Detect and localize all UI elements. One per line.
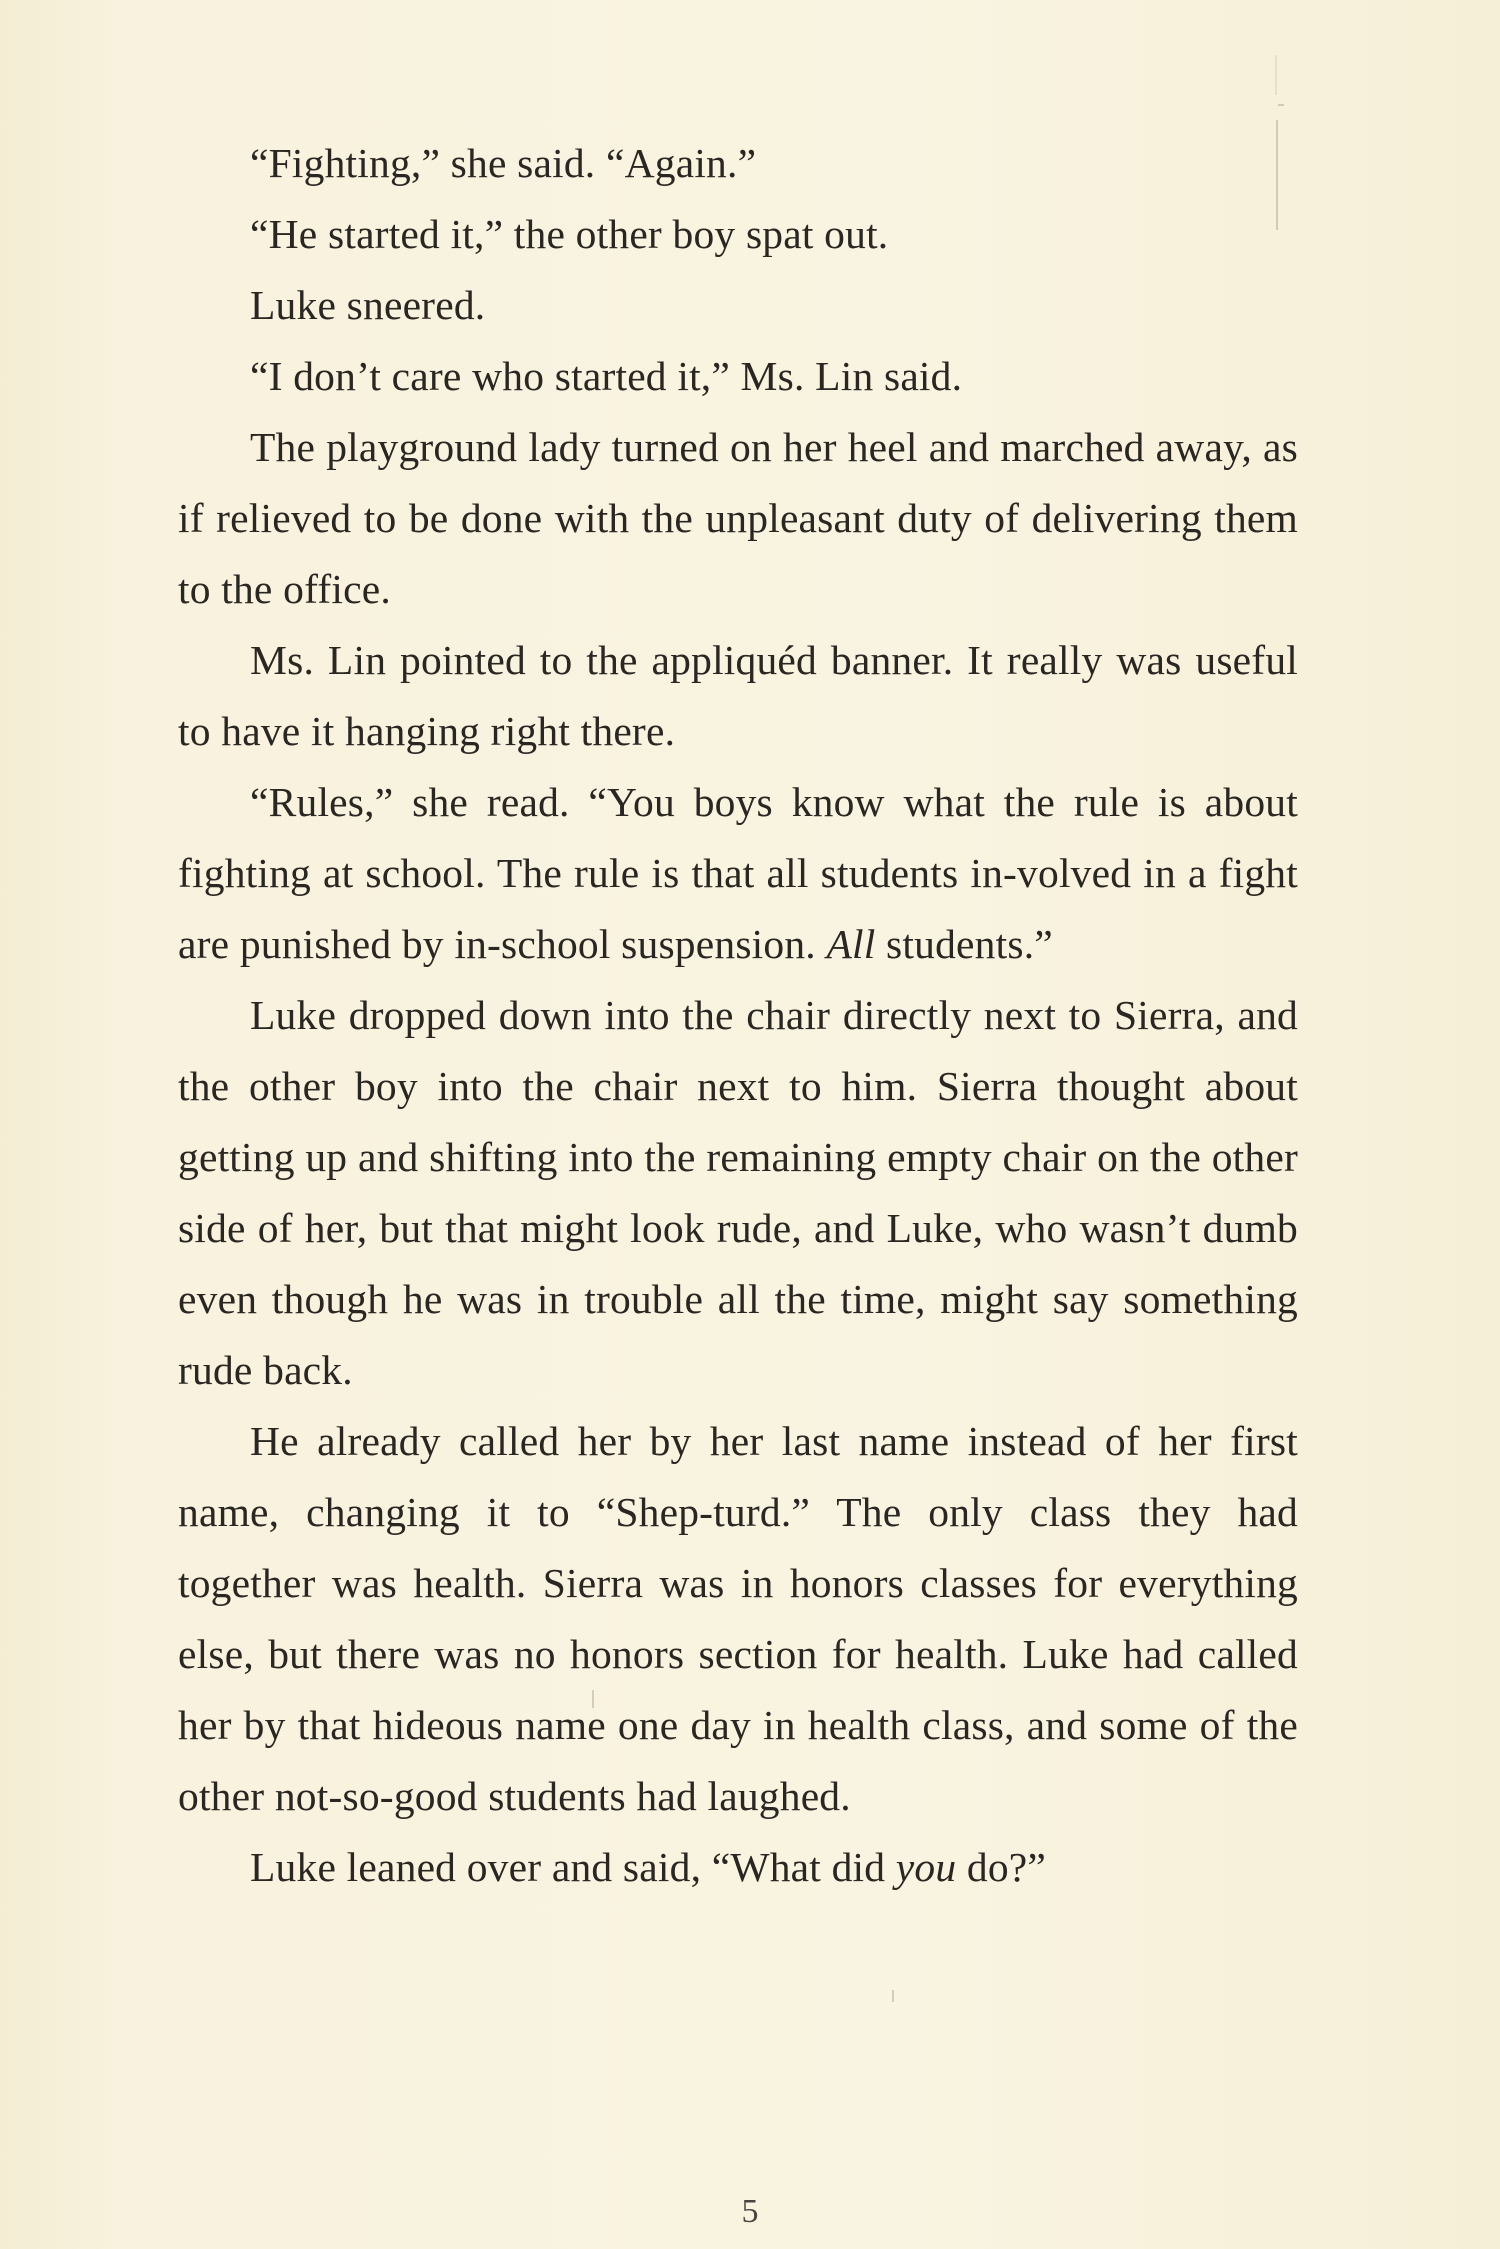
scan-artifact-speck <box>892 1990 894 2002</box>
scan-artifact-line <box>1275 55 1277 95</box>
paragraph <box>178 128 1298 199</box>
paragraph <box>178 199 1298 270</box>
paragraph-text: “I don’t care who started it,” Ms. Lin said. <box>250 353 963 399</box>
paragraph <box>178 980 1298 1406</box>
paragraph-text: Ms. Lin pointed to the appliquéd banner. It really was useful to have it hanging right there. <box>178 637 1298 754</box>
paragraph <box>178 1832 1298 1903</box>
paragraph-text: Luke sneered. <box>250 282 486 328</box>
paragraph-text: Luke dropped down into the chair directly next to Sierra, and the other boy into the chair next to him. Sierra thought about getting up and shifting into the remaining empty chair on the other side of her, but that might look rude, and Luke, who wasn’t dumb even though he was in trouble all the time, might say something rude back. <box>178 992 1298 1393</box>
paragraph <box>178 625 1298 767</box>
body-text <box>178 128 1298 1903</box>
paragraph <box>178 1406 1298 1832</box>
emphasis-text: All <box>826 921 876 967</box>
paragraph-text: “Rules,” she read. “You boys know what the rule is about fighting at school. The rule is that all students in-volved in a fight are punished by in-school suspension. <box>178 779 1298 967</box>
paragraph-text: “Fighting,” she said. “Again.” <box>250 140 757 186</box>
page-number: 5 <box>741 2193 759 2230</box>
paragraph <box>178 270 1298 341</box>
paragraph <box>178 412 1298 625</box>
paragraph-text: students.” <box>875 921 1053 967</box>
paragraph-text: The playground lady turned on her heel and marched away, as if relieved to be done with the unpleasant duty of delivering them to the office. <box>178 424 1298 612</box>
emphasis-text: you <box>895 1844 957 1890</box>
paragraph-text: Luke leaned over and said, “What did <box>250 1844 896 1890</box>
scan-artifact-tick <box>1278 104 1284 106</box>
paragraph-text: do?” <box>956 1844 1047 1890</box>
paragraph-text: “He started it,” the other boy spat out. <box>250 211 889 257</box>
paragraph <box>178 767 1298 980</box>
paragraph-text: He already called her by her last name instead of her first name, changing it to “Shep-turd.” The only class they had together was health. Sierra was in honors classes for everything else, but there was no honors section for health. Luke had called her by that hideous name one day in health class, and some of the other not-so-good students had laughed. <box>178 1418 1298 1819</box>
paragraph <box>178 341 1298 412</box>
